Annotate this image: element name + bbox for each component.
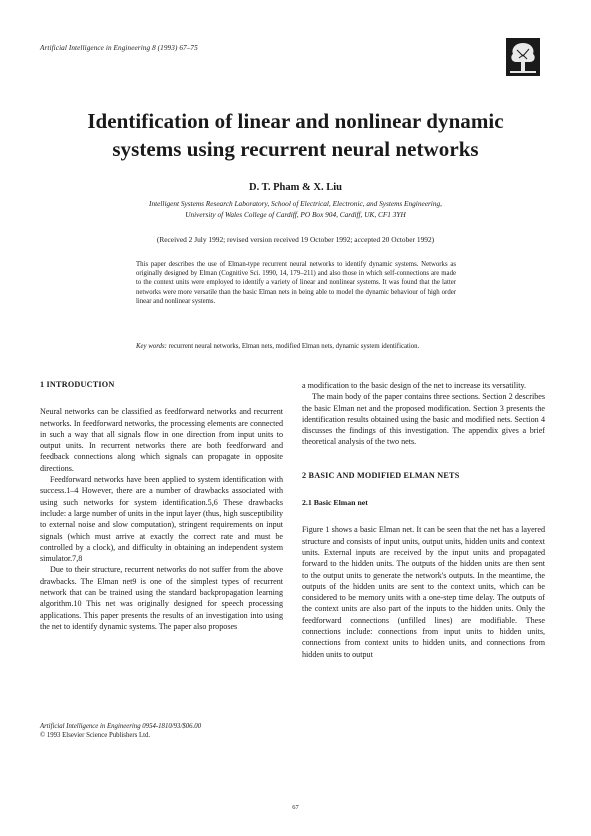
- keywords-text: recurrent neural networks, Elman nets, modified Elman nets, dynamic system identification.: [166, 343, 420, 350]
- affiliation-line-1: Intelligent Systems Research Laboratory, School of Electrical, Electronic, and Systems Engineering,: [149, 199, 442, 208]
- section-heading-basic-modified-elman: 2 BASIC AND MODIFIED ELMAN NETS: [302, 470, 460, 480]
- page-number: 67: [292, 804, 299, 811]
- keywords: [136, 342, 456, 351]
- received-dates: (Received 2 July 1992; revised version received 19 October 1992; accepted 20 October 1992): [156, 235, 435, 244]
- intro-paragraph-3: Due to their structure, recurrent networks do not suffer from the above drawbacks. The Elman net9 is one of the simplest types of recurrent network that can be trained using the standard backpropagation learning algorithm.10 This net was originally designed for speech processing applications. This paper presents the results of an investigation into using the net to identify dynamic systems. The paper also proposes: [40, 565, 283, 631]
- intro-paragraph-3-continued: a modification to the basic design of the net to increase its versatility.: [302, 381, 527, 390]
- running-head: Artificial Intelligence in Engineering 8 (1993) 67–75: [40, 44, 198, 52]
- footer-journal: Artificial Intelligence in Engineering 0954-1810/93/$06.00: [40, 723, 202, 730]
- title-line-1: Identification of linear and nonlinear dynamic: [87, 109, 504, 133]
- intro-paragraph-4: The main body of the paper contains three sections. Section 2 describes the basic Elman net and the proposed modification. Section 3 presents the identification results obtained using the basic and modified nets. Section 4 discusses the findings of this investigation. The appendix gives a brief theoretical analysis of the two nets.: [302, 392, 545, 447]
- left-column: [40, 379, 283, 632]
- footer-copyright: © 1993 Elsevier Science Publishers Ltd.: [40, 732, 151, 739]
- affiliation-line-2: University of Wales College of Cardiff, PO Box 904, Cardiff, UK, CF1 3YH: [185, 209, 406, 219]
- footer: [40, 722, 283, 740]
- section-heading-introduction: 1 INTRODUCTION: [40, 380, 115, 389]
- elsevier-tree-icon: [506, 38, 540, 76]
- intro-paragraph-1: Neural networks can be classified as feedforward networks and recurrent networks. In feedforward networks, the processing elements are connected in such a way that all signals flow in one direction from input units to output units. In recurrent networks there are both feedforward and feedback connections along which signals can propagate in opposite directions.: [40, 407, 283, 473]
- abstract: This paper describes the use of Elman-type recurrent neural networks to identify dynamic systems. Networks as originally designed by Elman (Cognitive Sci. 1990, 14, 179–211) and also those in which self-connections are made to the context units were employed to identify a variety of linear and nonlinear systems. It was found that the latter networks were more versatile than the basic Elman nets in being able to model the dynamic behaviour of high order linear and nonlinear systems.: [136, 261, 456, 305]
- keywords-label: Key words:: [136, 343, 167, 350]
- authors: D. T. Pham & X. Liu: [249, 182, 342, 193]
- section2-paragraph-1: Figure 1 shows a basic Elman net. It can be seen that the net has a layered structure and consists of input units, output units, hidden units and context units. External inputs are received by the input units and propagated forward to the hidden units. The outputs of the hidden units are then sent to the output units to generate the network's outputs. In the meantime, the outputs of the hidden units are sent to the context units, which can be considered to be memory units with a one-step time delay. The outputs of the context units are also part of the inputs to the hidden units. Only the feedforward connections (unfilled lines) are modifiable. These connections include: connections from input units to hidden units, connections from context units to hidden units, and connections from hidden units to output: [302, 525, 545, 659]
- subsection-heading-basic-elman: 2.1 Basic Elman net: [302, 498, 368, 508]
- title-line-2: systems using recurrent neural networks: [112, 137, 479, 161]
- intro-paragraph-2: Feedforward networks have been applied to system identification with success.1–4 However, there are a number of drawbacks associated with using such networks for system identification.5,6 These drawbacks include: a large number of units in the input layer (thus, high susceptibility to external noise and slow computation), stringent requirements on input signals (which must arrive at exactly the correct rate and must be controlled by a clock), and difficulty in obtaining an independent system simulator.7,8: [40, 475, 283, 564]
- paper-title: [30, 107, 561, 163]
- right-column: [302, 380, 545, 660]
- affiliation: [40, 199, 551, 220]
